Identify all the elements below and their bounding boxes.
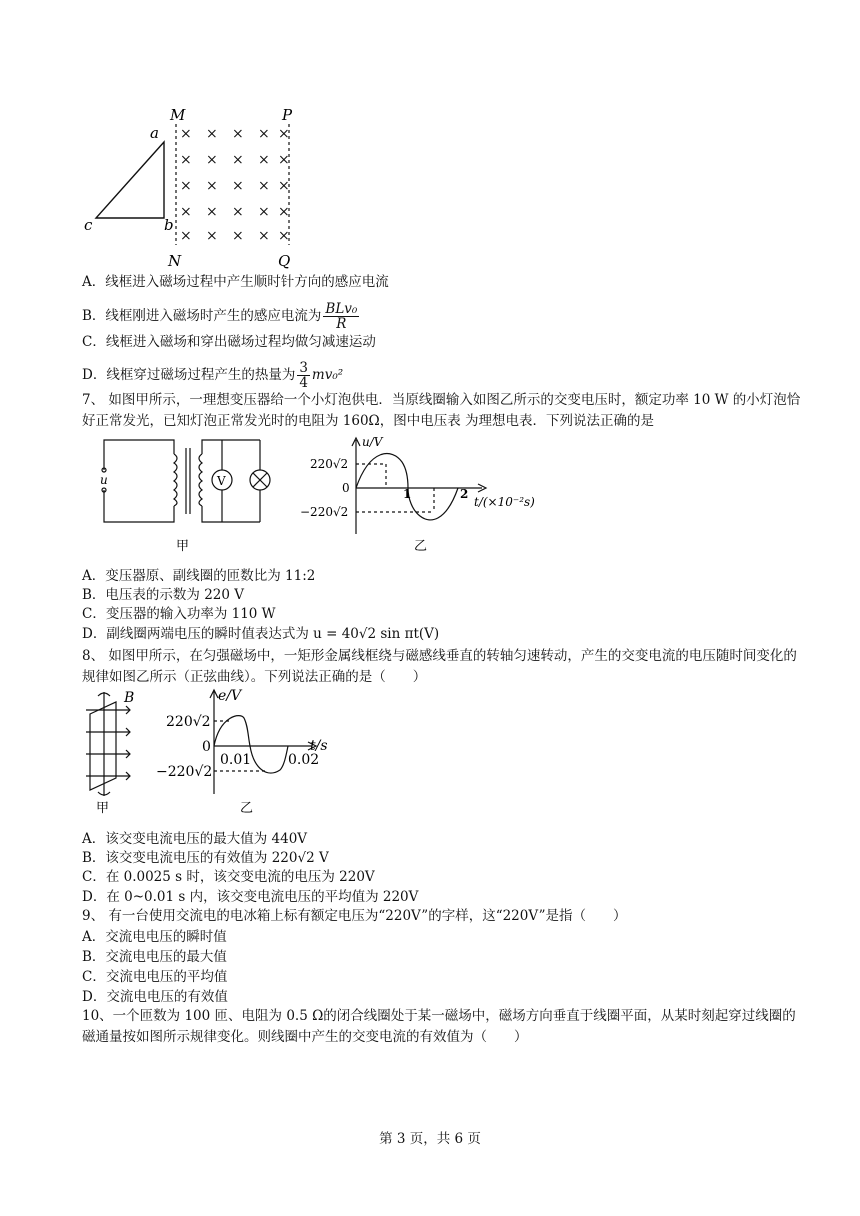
voltage-waveform [352,438,486,534]
field-cross-mark: × [232,178,244,194]
field-cross-mark: × [206,178,218,194]
fraction-denominator: R [336,316,347,332]
q6-option-b-text: B．线框刚进入磁场时产生的感应电流为 [82,308,322,324]
label-N: N [168,252,182,270]
q8-option-c: C．在 0.0025 s 时，该交变电流的电压为 220V [82,869,375,885]
field-cross-mark: × [278,204,290,220]
field-crosses [180,126,290,244]
q6-option-c: C．线框进入磁场和穿出磁场过程均做匀减速运动 [82,334,376,350]
q9-option-a: A．交流电电压的瞬时值 [82,929,227,945]
q7-option-b: B．电压表的示数为 220 V [82,587,245,603]
emf-waveform [210,690,316,794]
field-cross-mark: × [206,152,218,168]
figure-q6 [82,100,312,270]
axis-u-label: u/V [362,435,383,449]
field-cross-mark: × [258,204,270,220]
field-cross-mark: × [278,126,290,142]
y-tick-negative: −220√2 [156,764,213,780]
triangle-frame [96,142,164,218]
q8-option-b: B．该交变电流电压的有效值为 220√2 V [82,850,329,866]
field-cross-mark: × [180,152,192,168]
rotating-coil [86,692,130,796]
field-cross-mark: × [258,178,270,194]
t-tick-2: 2 [460,487,469,501]
fig-yi-label: 乙 [414,539,428,554]
field-cross-mark: × [232,204,244,220]
voltmeter-label: V [217,474,226,488]
origin-label: 0 [342,481,350,495]
label-M: M [170,106,186,124]
field-cross-mark: × [278,228,290,244]
fraction-denominator: 4 [299,375,308,391]
input-u-label: u [100,473,108,487]
axis-e-label: e/V [218,688,242,704]
page-footer: 第 3 页，共 6 页 [379,1131,481,1147]
magnetic-field-diagram [82,100,312,270]
t-tick-1: 1 [403,487,412,501]
q7-option-d: D．副线圈两端电压的瞬时值表达式为 u = 40√2 sin πt(V) [82,626,440,642]
field-cross-mark: × [206,204,218,220]
field-cross-mark: × [232,126,244,142]
field-cross-mark: × [258,152,270,168]
label-Q: Q [278,252,291,270]
field-cross-mark: × [180,126,192,142]
label-P: P [282,106,293,124]
figure-q7 [90,434,560,556]
q6-option-d-fraction [297,361,310,390]
field-cross-mark: × [232,228,244,244]
field-cross-mark: × [232,152,244,168]
q9-option-b: B．交流电电压的最大值 [82,949,227,965]
field-cross-mark: × [258,126,270,142]
rotating-coil-and-waveform [84,688,344,814]
fig-jia-label: 甲 [96,801,110,814]
q10-stem: 10、一个匝数为 100 匝、电阻为 0.5 Ω的闭合线圈处于某一磁场中，磁场方向垂直于线圈平面，从某时刻起穿过线圈的磁通量按如图所示规律变化。则线圈中产生的交变电流的有效值为（ ） [82,1008,796,1045]
label-c: c [84,216,93,234]
y-tick-positive: 220√2 [166,714,211,730]
q7-stem: 7、 如图甲所示，一理想变压器给一个小灯泡供电．当原线圈输入如图乙所示的交变电压时，额定功率 10 W 的小灯泡恰好正常发光，已知灯泡正常发光时的电阻为 160Ω，图中电压表 为理想电表．下列说法正确的是 [82,392,801,429]
field-cross-mark: × [258,228,270,244]
q7-option-a: A．变压器原、副线圈的匝数比为 11:2 [82,568,316,584]
q8-stem: 8、 如图甲所示，在匀强磁场中，一矩形金属线框绕与磁感线垂直的转轴匀速转动，产生的交变电流的电压随时间变化的规律如图乙所示（正弦曲线）。下列说法正确的是（ ） [82,648,797,685]
y-tick-positive: 220√2 [310,457,349,471]
label-a: a [150,124,159,142]
q7-option-c: C．变压器的输入功率为 110 W [82,606,276,622]
q9-stem: 9、 有一台使用交流电的电冰箱上标有额定电压为“220V”的字样，这“220V”是指（ ） [82,908,627,924]
fig-jia-label: 甲 [176,539,190,554]
y-tick-negative: −220√2 [300,505,349,519]
field-cross-mark: × [206,228,218,244]
q6-option-a: A．线框进入磁场过程中产生顺时针方向的感应电流 [82,274,389,290]
field-cross-mark: × [180,178,192,194]
t-tick-002: 0.02 [288,752,320,768]
fraction-numerator: 3 [299,360,308,376]
q9-option-c: C．交流电电压的平均值 [82,969,228,985]
q6-option-d-text: D．线框穿过磁场过程产生的热量为 [82,367,296,383]
q8-option-a: A．该交变电流电压的最大值为 440V [82,831,308,847]
field-cross-mark: × [180,228,192,244]
q6-option-b [82,302,361,331]
q6-option-d [82,361,343,390]
field-cross-mark: × [180,204,192,220]
q6-option-d-suffix: mv₀² [311,367,344,383]
q8-option-d: D．在 0~0.01 s 内，该交变电流电压的平均值为 220V [82,889,419,905]
axis-t-label: t/(×10⁻²s) [474,495,535,509]
t-tick-001: 0.01 [220,752,252,768]
label-b: b [164,216,174,234]
fraction-numerator: BLv₀ [325,301,358,317]
fig-yi-label: 乙 [240,801,254,814]
transformer-circuit [102,440,270,522]
transformer-and-waveform [90,434,560,556]
field-cross-mark: × [278,152,290,168]
origin-label: 0 [202,739,211,755]
axis-t-label: t/s [310,738,328,754]
field-B-label: B [124,690,135,706]
figure-q8 [84,688,344,814]
q9-option-d: D．交流电电压的有效值 [82,989,228,1005]
field-cross-mark: × [278,178,290,194]
q6-option-b-fraction [323,302,359,331]
field-cross-mark: × [206,126,218,142]
